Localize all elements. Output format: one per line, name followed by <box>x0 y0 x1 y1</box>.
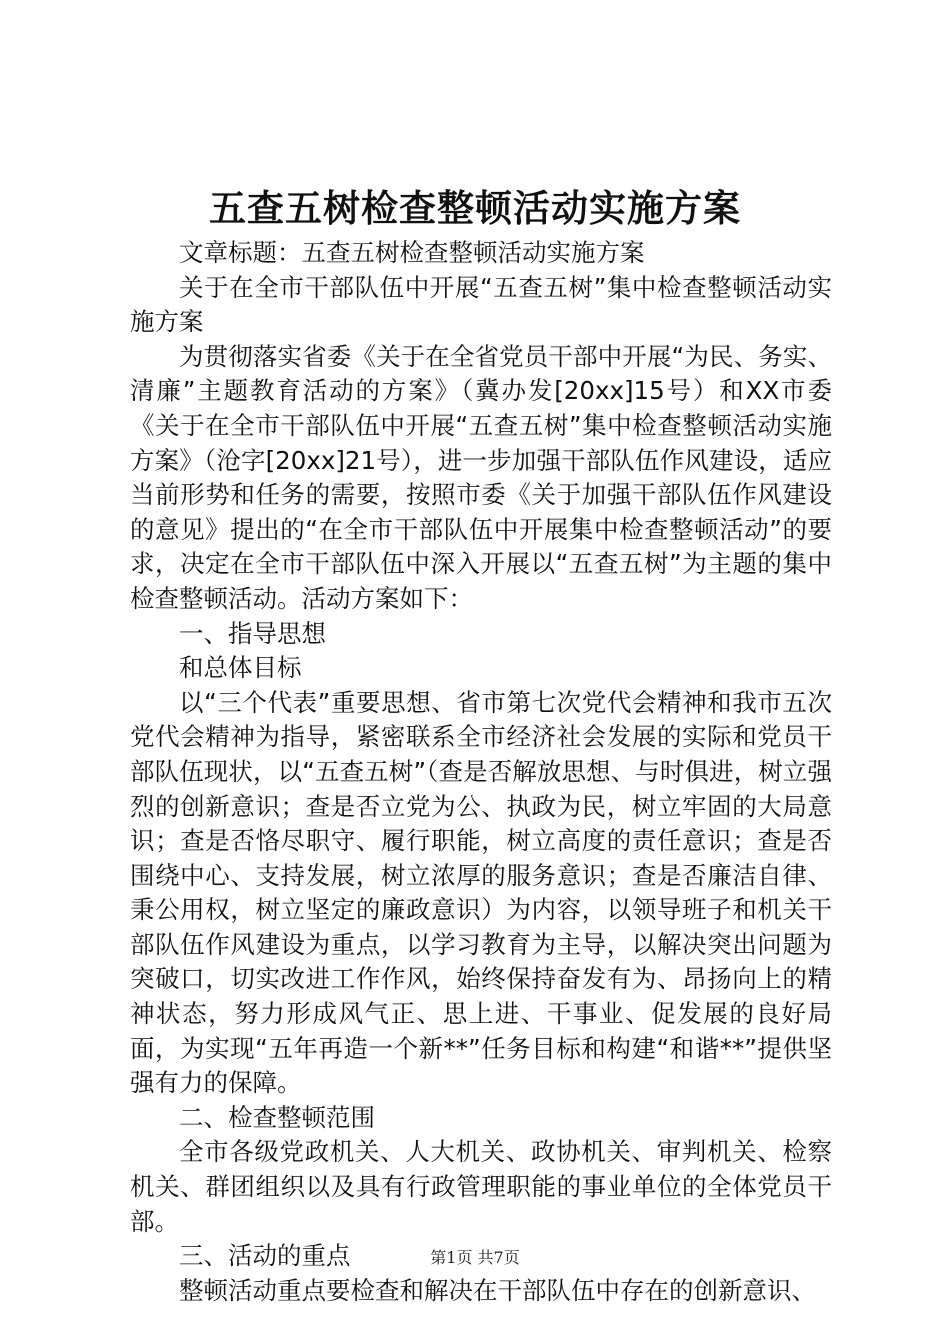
paragraph-guiding-content: 以“三个代表”重要思想、省市第七次党代会精神和我市五次党代会精神为指导，紧密联系全市经济社会发展的实际和党员干部队伍现状，以“五查五树”（查是否解放思想、与时俱进，树立强烈的创新意识；查是否立党为公、执政为民，树立牢固的大局意识；查是否恪尽职守、履行职能，树立高度的责任意识；查是否围绕中心、支持发展，树立浓厚的服务意识；查是否廉洁自律、秉公用权，树立坚定的廉政意识）为内容，以领导班子和机关干部队伍作风建设为重点，以学习教育为主导，以解决突出问题为突破口，切实改进工作作风，始终保持奋发有为、昂扬向上的精神状态，努力形成风气正、思上进、干事业、促发展的良好局面，为实现“五年再造一个新**”任务目标和构建“和谐**”提供坚强有力的保障。 <box>130 687 832 1098</box>
page-number-footer: 第1页 共7页 <box>430 1248 520 1267</box>
paragraph-focus-content: 整顿活动重点要检查和解决在干部队伍中存在的创新意识、 <box>179 1275 816 1305</box>
heading-overall-goal: 和总体目标 <box>179 653 302 683</box>
heading-guiding-ideology: 一、指导思想 <box>179 618 326 648</box>
document-title: 五查五树检查整顿活动实施方案 <box>209 186 741 230</box>
heading-activity-focus: 三、活动的重点 <box>179 1241 351 1271</box>
heading-inspection-scope: 二、检查整顿范围 <box>179 1102 375 1132</box>
document-body <box>130 236 832 1308</box>
paragraph-article-title: 文章标题：五查五树检查整顿活动实施方案 <box>179 238 645 267</box>
paragraph-intro: 为贯彻落实省委《关于在全省党员干部中开展“为民、务实、清廉”主题教育活动的方案》（冀办发[20xx]15号）和XX市委《关于在全市干部队伍中开展“五查五树”集中检查整顿活动实施方案》（沧字[20xx]21号），进一步加强干部队伍作风建设，适应当前形势和任务的需要，按照市委《关于加强干部队伍作风建设的意见》提出的“在全市干部队伍中开展集中检查整顿活动”的要求，决定在全市干部队伍中深入开展以“五查五树”为主题的集中检查整顿活动。活动方案如下： <box>130 341 832 613</box>
paragraph-subject: 关于在全市干部队伍中开展“五查五树”集中检查整顿活动实施方案 <box>130 272 832 337</box>
paragraph-scope-content: 全市各级党政机关、人大机关、政协机关、审判机关、检察机关、群团组织以及具有行政管理职能的事业单位的全体党员干部。 <box>130 1137 832 1236</box>
